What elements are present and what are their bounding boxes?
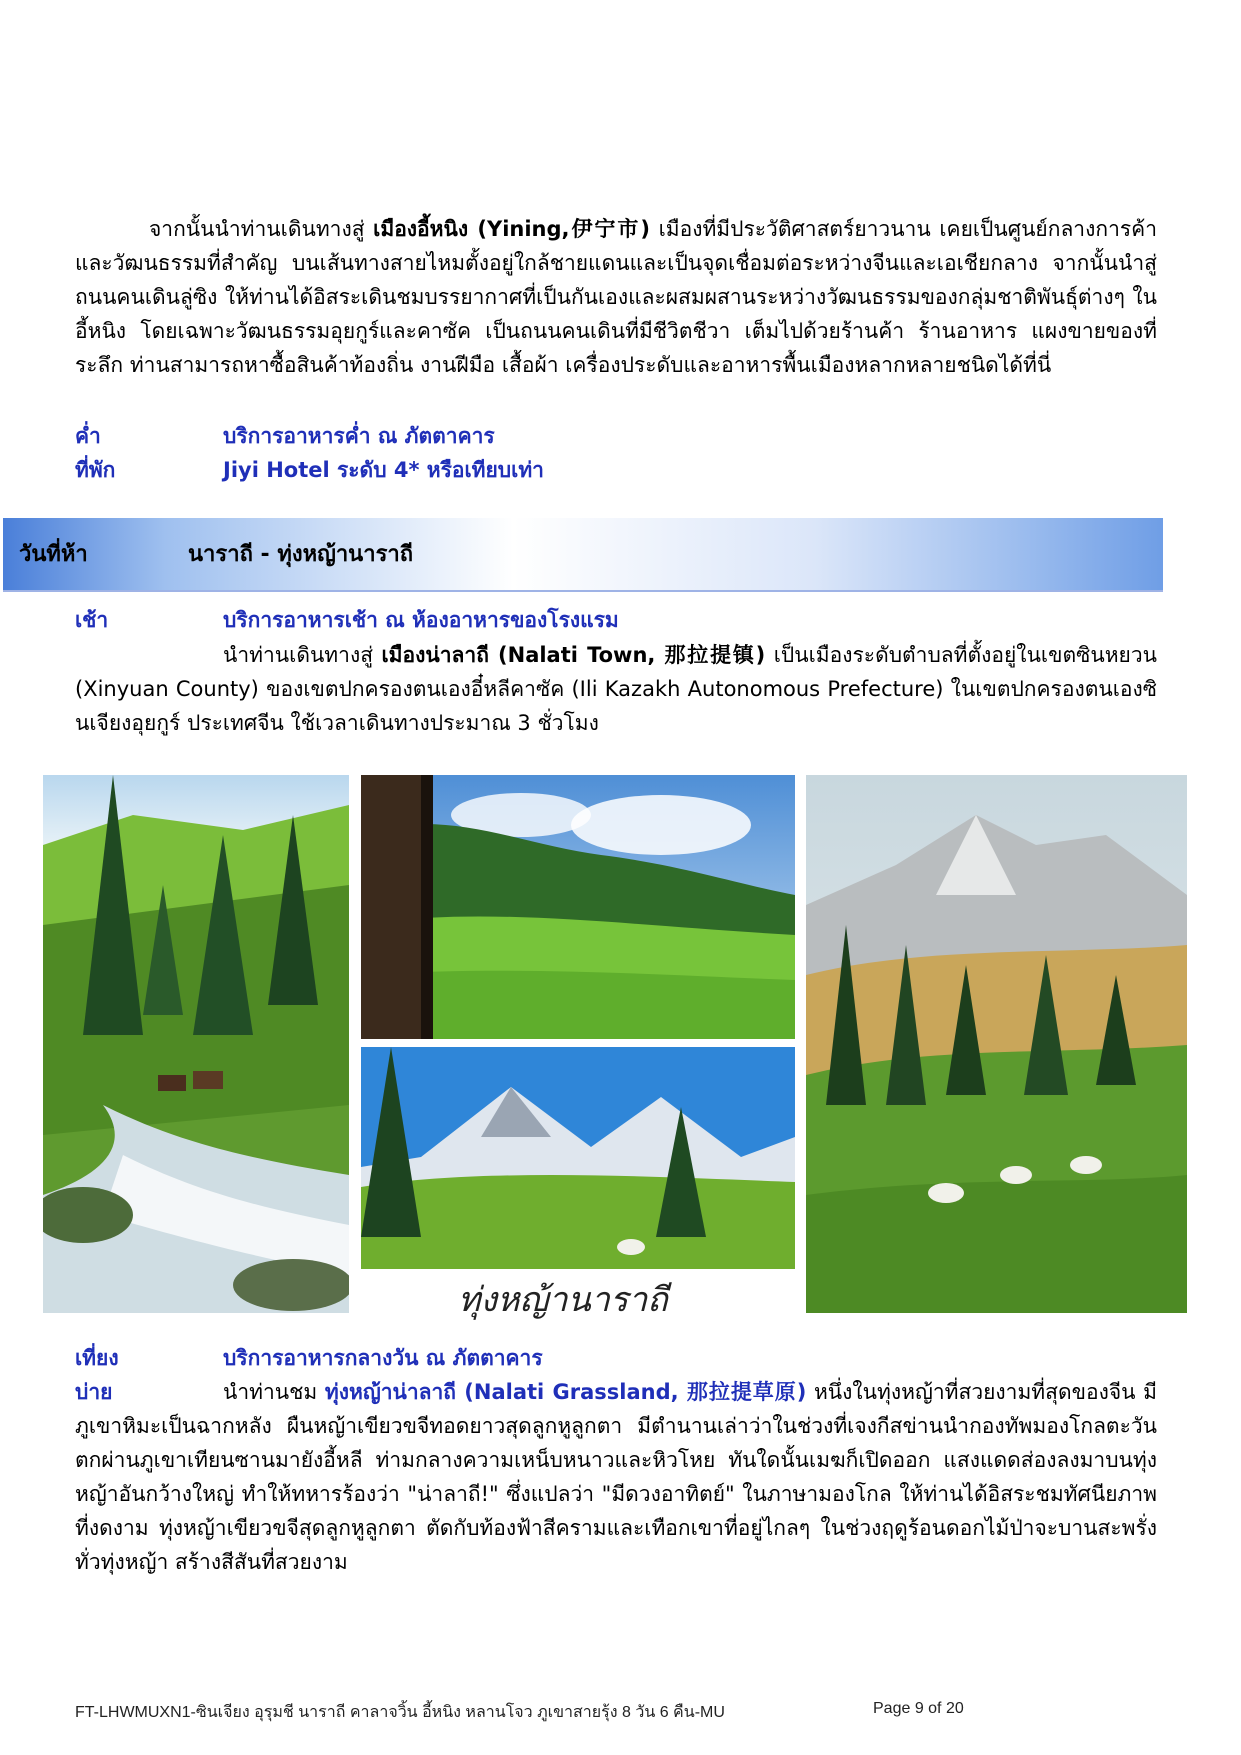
photo-green-valley bbox=[361, 775, 795, 1039]
dinner-row bbox=[75, 419, 495, 453]
lunch-text: บริการอาหารกลางวัน ณ ภัตตาคาร bbox=[223, 1346, 543, 1370]
intro-body: เมืองที่มีประวัติศาสตร์ยาวนาน เคยเป็นศูนย์กลางการค้าและวัฒนธรรมที่สำคัญ บนเส้นทางสายไหมตั้งอยู่ใกล้ชายแดนและเป็นจุดเชื่อมต่อระหว่างจีนและเอเชียกลาง จากนั้นนำสู่ ถนนคนเดินลู่ซิง ให้ท่านได้อิสระเดินชมบรรยากาศที่เป็นกันเองและผสมผสานระหว่างวัฒนธรรมของกลุ่มชาติพันธุ์ต่างๆ ในอี้หนิง โดยเฉพาะวัฒนธรรมอุยกูร์และคาซัค เป็นถนนคนเดินที่มีชีวิตชีวา เต็มไปด้วยร้านค้า ร้านอาหาร แผงขายของที่ระลึก ท่านสามารถหาซื้อสินค้าท้องถิ่น งานฝีมือ เสื้อผ้า เครื่องประดับและอาหารพื้นเมืองหลากหลายชนิดได้ที่นี่ bbox=[75, 217, 1157, 377]
afternoon-prefix: นำท่านชม bbox=[223, 1380, 325, 1404]
morning-body: เป็นเมืองระดับตำบลที่ตั้งอยู่ในเขตซินหยวน (Xinyuan County) ของเขตปกครองตนเองอี๋หลีคาซัค (Ili Kazakh Autonomous Prefecture) ในเขตปกครองตนเองซินเจียงอุยกูร์ ประเทศจีน ใช้เวลาเดินทางประมาณ 3 ชั่วโมง bbox=[75, 643, 1157, 735]
intro-paragraph bbox=[75, 212, 1157, 382]
footer-page-number: Page 9 of 20 bbox=[873, 1700, 964, 1717]
breakfast-label: เช้า bbox=[75, 608, 109, 632]
mountain-illustration bbox=[806, 775, 1187, 1313]
photo-river-horses bbox=[43, 775, 349, 1313]
day-label: วันที่ห้า bbox=[19, 542, 88, 567]
yining-city-name: เมืองอี้หนิง (Yining,伊宁市) bbox=[373, 217, 650, 241]
hotel-text: Jiyi Hotel ระดับ 4* หรือเทียบเท่า bbox=[223, 458, 544, 482]
day-title: นาราถี - ทุ่งหญ้านาราถี bbox=[188, 542, 414, 567]
afternoon-body: หนึ่งในทุ่งหญ้าที่สวยงามที่สุดของจีน มีภูเขาหิมะเป็นฉากหลัง ผืนหญ้าเขียวขจีทอดยาวสุดลูกหูลูกตา มีตำนานเล่าว่าในช่วงที่เจงกีสข่านนำกองทัพมองโกลตะวันตกผ่านภูเขาเทียนซานมายังอี้หลี ท่ามกลางความเหน็บหนาวและหิวโหย ทันใดนั้นเมฆก็เปิดออก แสงแดดส่องลงมาบนทุ่งหญ้าอันกว้างใหญ่ ทำให้ทหารร้องว่า "น่าลาถี!" ซึ่งแปลว่า "มีดวงอาทิตย์" ในภาษามองโกล ให้ท่านได้อิสระชมทัศนียภาพที่งดงาม ทุ่งหญ้าเขียวขจีสุดลูกหูลูกตา ตัดกับท้องฟ้าสีครามและเทือกเขาที่อยู่ไกลๆ ในช่วงฤดูร้อนดอกไม้ป่าจะบานสะพรั่งทั่วทุ่งหญ้า สร้างสีสันที่สวยงาม bbox=[75, 1380, 1157, 1574]
footer-tour-code: FT-LHWMUXN1-ซินเจียง อุรุมชี นาราถี คาลาจวิ้น อี้หนิง หลานโจว ภูเขาสายรุ้ง 8 วัน 6 คืน-MU bbox=[75, 1704, 725, 1721]
hotel-row bbox=[75, 453, 544, 487]
lunch-label: เที่ยง bbox=[75, 1346, 119, 1370]
breakfast-text: บริการอาหารเช้า ณ ห้องอาหารของโรงแรม bbox=[223, 608, 619, 632]
hotel-label: ที่พัก bbox=[75, 458, 116, 482]
valley-illustration bbox=[361, 775, 795, 1039]
yurts-illustration bbox=[361, 1047, 795, 1269]
afternoon-label: บ่าย bbox=[75, 1380, 113, 1404]
morning-paragraph bbox=[75, 638, 1157, 740]
afternoon-paragraph bbox=[75, 1375, 1157, 1579]
intro-prefix: จากนั้นนำท่านเดินทางสู่ bbox=[149, 217, 374, 241]
dinner-text: บริการอาหารค่ำ ณ ภัตตาคาร bbox=[223, 424, 495, 448]
lunch-row bbox=[75, 1341, 543, 1375]
breakfast-row bbox=[75, 603, 619, 637]
dinner-label: ค่ำ bbox=[75, 424, 101, 448]
river-forest-illustration bbox=[43, 775, 349, 1313]
photo-caption: ทุ่งหญ้านาราถี bbox=[458, 1280, 668, 1320]
photo-mountain-yurts bbox=[806, 775, 1187, 1313]
day-header-band bbox=[3, 518, 1163, 592]
photo-yurts-valley bbox=[361, 1047, 795, 1269]
nalati-town-name: เมืองน่าลาถี (Nalati Town, 那拉提镇) bbox=[381, 643, 766, 667]
nalati-grassland-name: ทุ่งหญ้าน่าลาถี (Nalati Grassland, 那拉提草原) bbox=[324, 1380, 807, 1404]
morning-prefix: นำท่านเดินทางสู่ bbox=[223, 643, 382, 667]
